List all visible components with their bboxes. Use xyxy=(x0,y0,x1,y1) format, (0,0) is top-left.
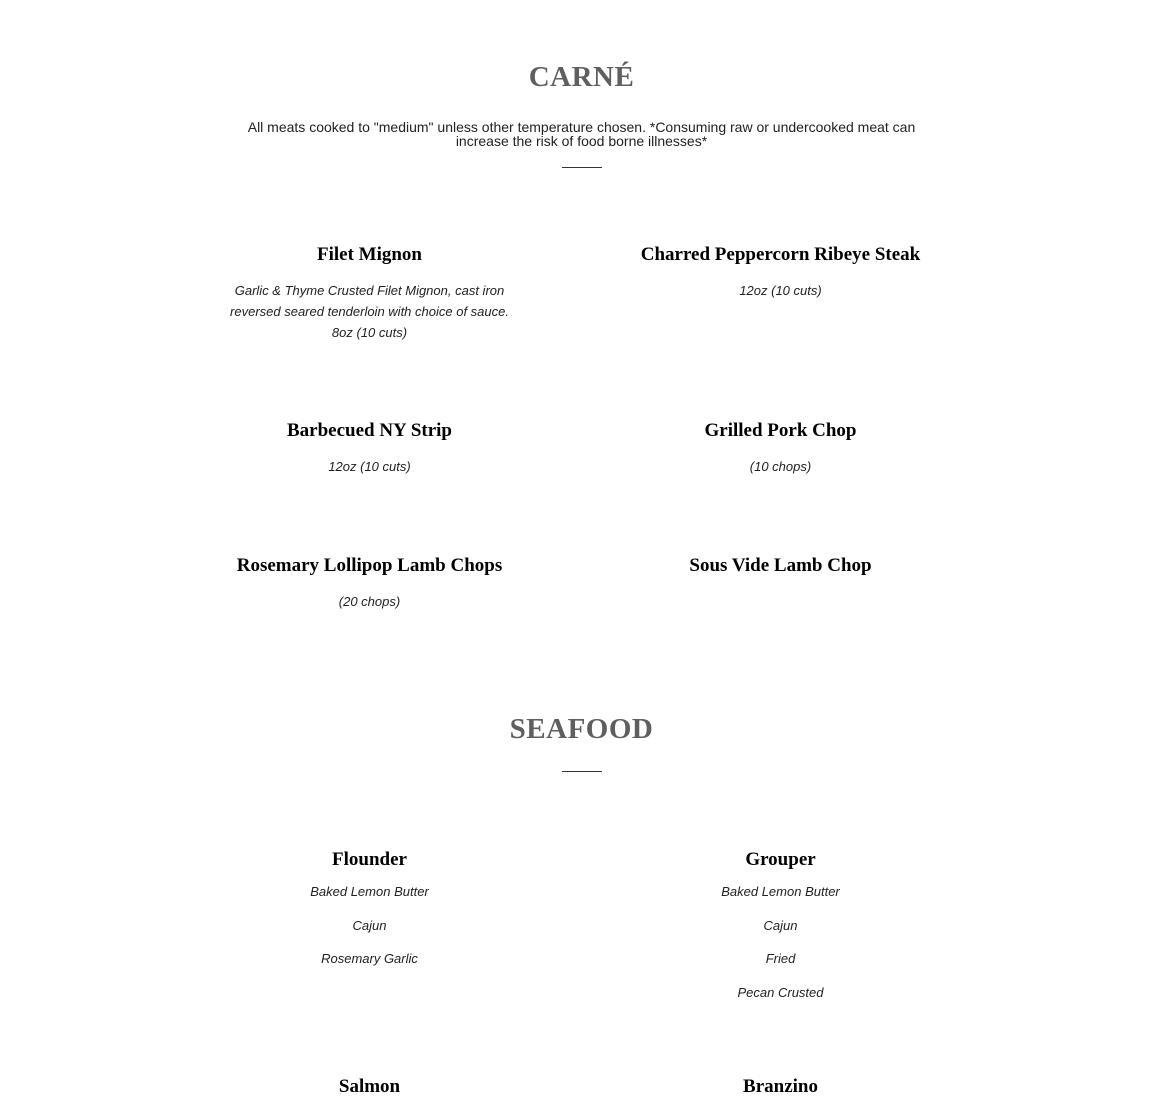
menu-item-name: Sous Vide Lamb Chop xyxy=(689,555,872,576)
menu-item-name: Branzino xyxy=(743,1076,818,1097)
menu-item-branzino xyxy=(575,1076,986,1098)
section-divider-seafood xyxy=(562,771,602,772)
menu-item-name: Grouper xyxy=(745,849,816,870)
menu-item-name: Barbecued NY Strip xyxy=(286,420,453,441)
menu-item-filet-mignon xyxy=(164,244,575,343)
menu-item-description: Garlic & Thyme Crusted Filet Mignon, cast iron reversed seared tenderloin with choice of sauce. 8oz (10 cuts) xyxy=(230,283,509,340)
menu-item-lollipop-lamb-chops xyxy=(164,555,575,612)
section-title-seafood: SEAFOOD xyxy=(509,713,654,745)
menu-item-ribeye-steak xyxy=(575,244,986,301)
preparation-option: Baked Lemon Butter xyxy=(310,884,429,899)
menu-item-grouper xyxy=(575,849,986,1000)
menu-item-name: Flounder xyxy=(332,849,407,870)
menu-item-flounder xyxy=(164,849,575,966)
preparation-option: Fried xyxy=(765,951,796,966)
menu-item-name: Grilled Pork Chop xyxy=(704,420,857,441)
menu-item-name: Salmon xyxy=(338,1076,401,1097)
menu-item-name: Rosemary Lollipop Lamb Chops xyxy=(236,555,503,576)
preparation-option: Pecan Crusted xyxy=(737,984,824,1000)
menu-item-name: Filet Mignon xyxy=(316,244,423,265)
menu-item-name: Charred Peppercorn Ribeye Steak xyxy=(640,244,921,265)
preparation-option: Rosemary Garlic xyxy=(321,951,418,966)
preparation-options xyxy=(164,885,575,966)
preparation-option: Cajun xyxy=(763,917,798,933)
menu-item-sous-vide-lamb-chop xyxy=(575,555,986,577)
section-note-carne: All meats cooked to "medium" unless other temperature chosen. *Consuming raw or undercooked meat can increase the risk of food borne illnesses* xyxy=(247,119,916,149)
preparation-option: Cajun xyxy=(352,917,387,933)
preparation-options xyxy=(575,885,986,1000)
section-title-carne: CARNÉ xyxy=(528,61,635,93)
menu-item-description: 12oz (10 cuts) xyxy=(739,283,822,298)
preparation-option: Baked Lemon Butter xyxy=(721,884,840,899)
section-divider-carne xyxy=(562,167,602,168)
menu-item-ny-strip xyxy=(164,420,575,477)
menu-item-description: 12oz (10 cuts) xyxy=(328,459,411,474)
menu-item-pork-chop xyxy=(575,420,986,477)
menu-item-description: (10 chops) xyxy=(749,459,812,474)
menu-item-description: (20 chops) xyxy=(338,594,401,609)
menu-item-salmon xyxy=(164,1076,575,1098)
